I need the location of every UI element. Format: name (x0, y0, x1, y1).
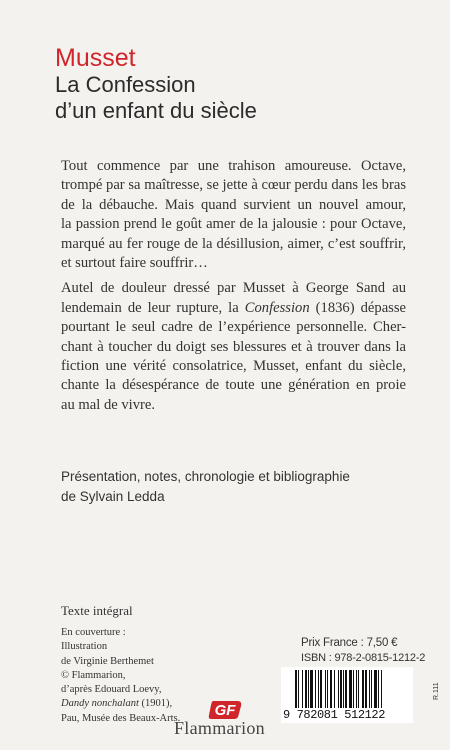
barcode-bar (315, 670, 316, 708)
summary-line: fiction une vérité consolatrice, Musset, enfant du siècle, (61, 358, 406, 375)
cover-credit-line: d’après Edouard Loevy, (61, 684, 162, 696)
book-title (55, 72, 257, 124)
summary-line: chant à toucher du doigt ses blessures et à trouver dans la (61, 338, 406, 355)
cover-credit-line (61, 697, 180, 711)
barcode-bar (362, 670, 364, 708)
barcode-bar (369, 670, 370, 708)
barcode-bar (305, 670, 307, 708)
cover-credit-line: Pau, Musée des Beaux-Arts. (61, 712, 181, 724)
book-title-line-1: La Confession (55, 72, 196, 97)
summary-text (61, 157, 406, 415)
gf-logo (208, 698, 244, 720)
summary-line: Tout commence par une trahison amoureuse. Octave, (61, 158, 406, 174)
summary-paragraph-1 (61, 157, 406, 273)
summary-line: de la débauche. Mais quand survient un nouvel amour, (61, 196, 406, 213)
cover-credits (61, 626, 180, 726)
artwork-title-italic: Dandy nonchalant (61, 698, 139, 710)
summary-paragraph-2 (61, 279, 406, 415)
cover-credit-line: de Virginie Berthemet (61, 655, 154, 667)
barcode-bar (345, 670, 347, 708)
cover-credit-line: © Flammarion, (61, 669, 126, 681)
barcode-bar (302, 670, 303, 708)
barcode-bar (365, 670, 367, 708)
side-code: R.111 (433, 682, 440, 700)
summary-line: marqué au fer rouge de la désillusion, aimer, c’est souffrir, (61, 235, 406, 252)
price-label: Prix France : 7,50 € (301, 637, 398, 649)
summary-line: pourtant le seul cadre de l’expérience personnelle. Cher- (61, 319, 406, 336)
author-name: Musset (55, 44, 136, 72)
barcode-bar (381, 670, 382, 708)
barcode-bar (334, 670, 335, 708)
barcode-digits: 9 782081 512122 (283, 708, 386, 722)
summary-line (61, 299, 406, 318)
summary-line: trompé par sa maîtresse, se jette à cœur perdu dans les bras (61, 177, 406, 194)
barcode-bar (356, 670, 357, 708)
barcode-bar (340, 670, 342, 708)
book-title-line-2: d’un enfant du siècle (55, 98, 257, 123)
barcode-bar (349, 670, 352, 708)
barcode-bar (378, 670, 379, 708)
barcode-bar (327, 670, 328, 708)
barcode-bar (358, 670, 359, 708)
barcode-bars (295, 670, 407, 708)
isbn-label: ISBN : 978-2-0815-1212-2 (301, 652, 426, 664)
barcode-bar (343, 670, 344, 708)
cover-credit-run: (1901), (138, 698, 173, 710)
barcode-bar (325, 670, 326, 708)
cover-credit-line: En couverture : (61, 627, 126, 638)
barcode-bar (295, 670, 297, 708)
barcode-bar (318, 670, 319, 708)
barcode-bar (374, 670, 377, 708)
barcode-bar (298, 670, 299, 708)
barcode-bar (353, 670, 354, 708)
barcode-bar (330, 670, 332, 708)
summary-line: la passion prend le goût amer de la jalousie : pour Octave, (61, 216, 406, 233)
editor-credit (61, 467, 350, 507)
barcode-bar (320, 670, 322, 708)
full-text-label: Texte intégral (61, 603, 133, 618)
summary-line: et surtout faire souffrir… (61, 255, 208, 272)
cover-credit-line: Illustration (61, 641, 108, 653)
editor-credit-line-1: Présentation, notes, chronologie et bibliographie (61, 469, 350, 484)
summary-line: au mal de vivre. (61, 396, 156, 413)
barcode-bar (338, 670, 339, 708)
summary-line: chante la désespérance de toute une génération en proie (61, 377, 406, 394)
barcode-bar (308, 670, 309, 708)
summary-text-run: lendemain de leur rupture, la (61, 299, 245, 316)
gf-logo-text: GF (214, 702, 236, 719)
work-title-italic: Confession (244, 299, 310, 316)
barcode-bar (371, 670, 372, 708)
barcode (281, 667, 413, 723)
editor-credit-line-2: de Sylvain Ledda (61, 489, 165, 504)
summary-line: Autel de douleur dressé par Musset à George Sand au (61, 280, 406, 297)
summary-text-run: (1836) dépasse (309, 299, 407, 316)
publisher-name: Flammarion (174, 718, 265, 738)
barcode-bar (310, 670, 313, 708)
